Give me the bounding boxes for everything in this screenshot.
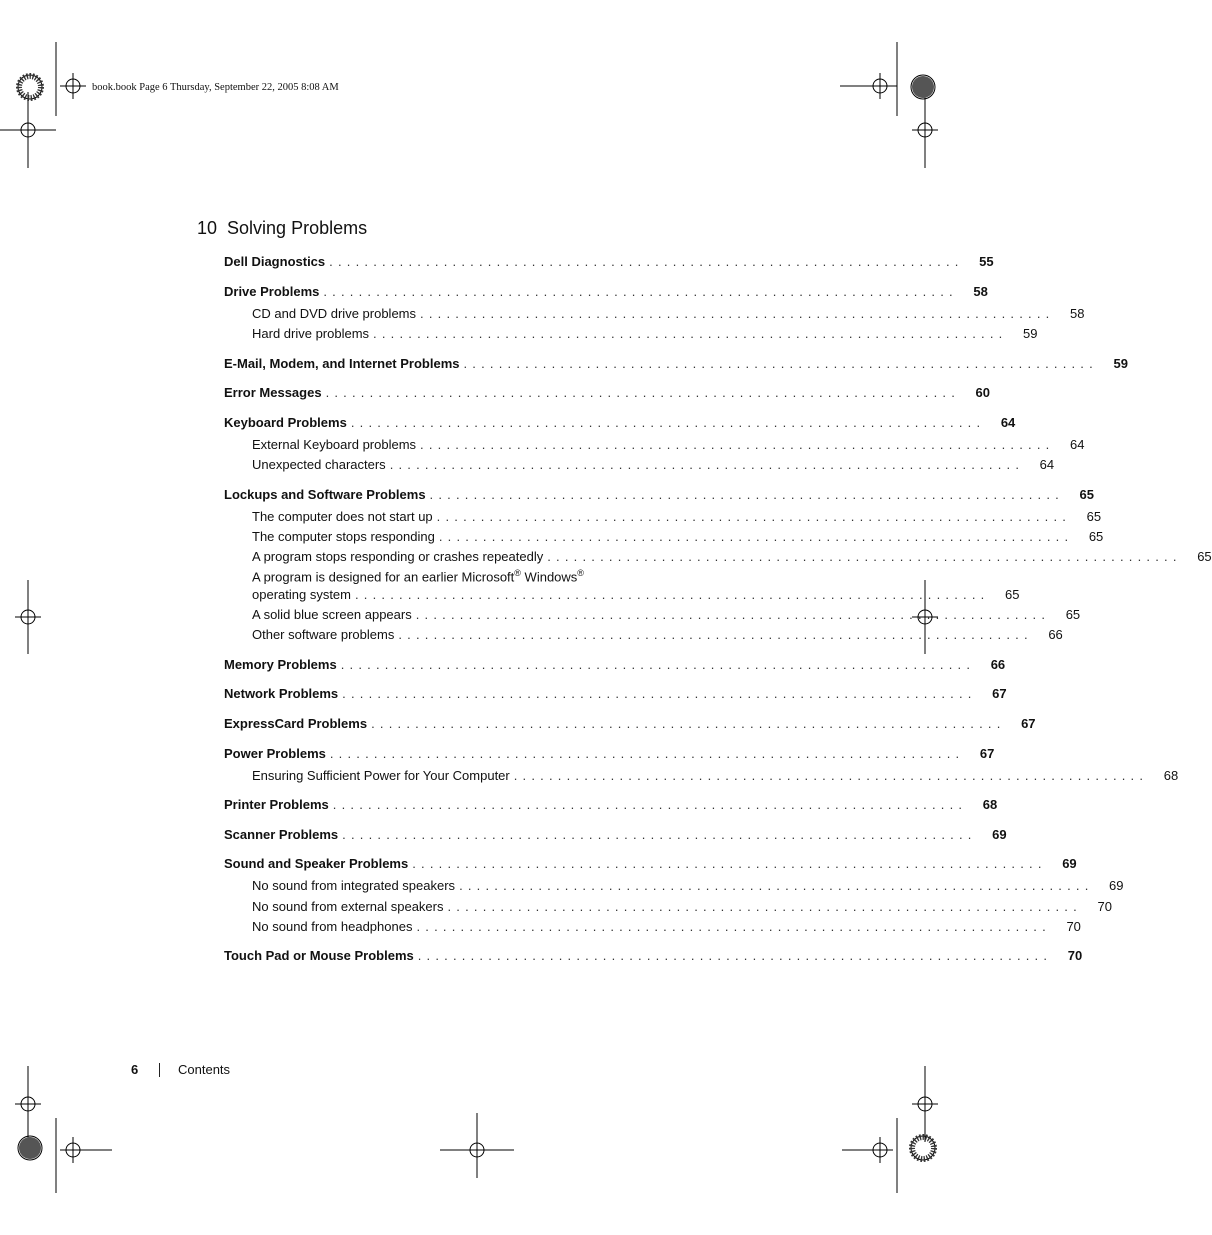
dot-leader: ........................................................................ bbox=[371, 716, 1006, 731]
dot-leader: ........................................................................ bbox=[547, 549, 1182, 564]
toc-subentry-stops-responding[interactable]: The computer stops responding ........................................................................ 65 bbox=[252, 529, 1104, 544]
dot-leader: ........................................................................ bbox=[420, 306, 1055, 321]
toc-subentry-earlier-windows[interactable]: operating system ........................................................................ 65 bbox=[252, 587, 1020, 602]
toc-subentry-hard-drive[interactable]: Hard drive problems ........................................................................ 59 bbox=[252, 326, 1038, 341]
dot-leader: ........................................................................ bbox=[412, 856, 1047, 871]
toc-entry-drive-problems[interactable]: Drive Problems ........................................................................ 58 bbox=[224, 284, 988, 299]
toc-entry-dell-diagnostics[interactable]: Dell Diagnostics ........................................................................ 55 bbox=[224, 254, 994, 269]
footer-divider bbox=[159, 1063, 160, 1077]
toc-entry-expresscard[interactable]: ExpressCard Problems ........................................................................ 67 bbox=[224, 716, 1036, 731]
dot-leader: ........................................................................ bbox=[325, 385, 961, 400]
dot-leader: ........................................................................ bbox=[389, 457, 1025, 472]
toc-subentry-external-keyboard[interactable]: External Keyboard problems ........................................................................ 64 bbox=[252, 437, 1085, 452]
dot-leader: ........................................................................ bbox=[350, 415, 986, 430]
toc-subentry-headphones[interactable]: No sound from headphones ........................................................................ 70 bbox=[252, 919, 1081, 934]
dot-leader: ........................................................................ bbox=[323, 284, 958, 299]
print-slug: book.book Page 6 Thursday, September 22, 2005 8:08 AM bbox=[92, 82, 339, 93]
toc-subentry-earlier-windows-line1: A program is designed for an earlier Microsoft® Windows® bbox=[252, 568, 584, 585]
toc-subentry-sufficient-power[interactable]: Ensuring Sufficient Power for Your Computer ........................................................................ 68 bbox=[252, 768, 1179, 783]
dot-leader: ........................................................................ bbox=[340, 657, 976, 672]
dot-leader: ........................................................................ bbox=[329, 254, 964, 269]
footer-section: Contents bbox=[178, 1062, 231, 1077]
toc-subentry-cd-dvd[interactable]: CD and DVD drive problems ........................................................................ 58 bbox=[252, 306, 1085, 321]
dot-leader: ........................................................................ bbox=[355, 587, 990, 602]
toc-subentry-blue-screen[interactable]: A solid blue screen appears ........................................................................ 65 bbox=[252, 607, 1081, 622]
dot-leader: ........................................................................ bbox=[417, 948, 1053, 963]
chapter-heading bbox=[197, 218, 367, 239]
toc-subentry-external-speakers[interactable]: No sound from external speakers ........................................................................ 70 bbox=[252, 899, 1112, 914]
dot-leader: ........................................................................ bbox=[429, 487, 1064, 502]
toc-entry-printer[interactable]: Printer Problems ........................................................................ 68 bbox=[224, 797, 998, 812]
page-footer bbox=[131, 1062, 230, 1077]
dot-leader: ........................................................................ bbox=[463, 356, 1098, 371]
dot-leader: ........................................................................ bbox=[415, 607, 1051, 622]
toc-subentry-program-crashes[interactable]: A program stops responding or crashes repeatedly ........................................................................ 65 bbox=[252, 549, 1212, 564]
dot-leader: ........................................................................ bbox=[373, 326, 1008, 341]
dot-leader: ........................................................................ bbox=[398, 627, 1033, 642]
toc-entry-scanner[interactable]: Scanner Problems ........................................................................ 69 bbox=[224, 827, 1007, 842]
toc-subentry-unexpected-chars[interactable]: Unexpected characters ........................................................................ 64 bbox=[252, 457, 1055, 472]
dot-leader: ........................................................................ bbox=[459, 878, 1094, 893]
dot-leader: ........................................................................ bbox=[513, 768, 1149, 783]
toc-entry-email-modem[interactable]: E-Mail, Modem, and Internet Problems ........................................................................ 59 bbox=[224, 356, 1128, 371]
registered-mark: ® bbox=[514, 568, 521, 578]
toc-subentry-integrated-speakers[interactable]: No sound from integrated speakers ........................................................................ 69 bbox=[252, 878, 1124, 893]
toc-entry-keyboard-problems[interactable]: Keyboard Problems ........................................................................ 64 bbox=[224, 415, 1016, 430]
toc-subentry-other-software[interactable]: Other software problems ........................................................................ 66 bbox=[252, 627, 1063, 642]
dot-leader: ........................................................................ bbox=[436, 509, 1072, 524]
registered-mark: ® bbox=[577, 568, 584, 578]
toc-entry-error-messages[interactable]: Error Messages ........................................................................ 60 bbox=[224, 385, 991, 400]
footer-page-number: 6 bbox=[131, 1062, 139, 1077]
toc-entry-sound[interactable]: Sound and Speaker Problems ........................................................................ 69 bbox=[224, 856, 1077, 871]
dot-leader: ........................................................................ bbox=[447, 899, 1082, 914]
dot-leader: ........................................................................ bbox=[438, 529, 1074, 544]
toc-entry-memory[interactable]: Memory Problems ........................................................................ 66 bbox=[224, 657, 1006, 672]
toc-entry-touchpad[interactable]: Touch Pad or Mouse Problems ........................................................................ 70 bbox=[224, 948, 1083, 963]
dot-leader: ........................................................................ bbox=[420, 437, 1055, 452]
dot-leader: ........................................................................ bbox=[342, 686, 977, 701]
dot-leader: ........................................................................ bbox=[332, 797, 968, 812]
chapter-number: 10 bbox=[197, 218, 218, 238]
dot-leader: ........................................................................ bbox=[342, 827, 977, 842]
dot-leader: ........................................................................ bbox=[329, 746, 965, 761]
toc-entry-power[interactable]: Power Problems ........................................................................ 67 bbox=[224, 746, 995, 761]
toc-entry-network[interactable]: Network Problems ........................................................................ 67 bbox=[224, 686, 1007, 701]
toc-subentry-not-start[interactable]: The computer does not start up ........................................................................ 65 bbox=[252, 509, 1102, 524]
chapter-title: Solving Problems bbox=[227, 218, 368, 238]
toc-entry-lockups[interactable]: Lockups and Software Problems ........................................................................ 65 bbox=[224, 487, 1094, 502]
dot-leader: ........................................................................ bbox=[416, 919, 1051, 934]
